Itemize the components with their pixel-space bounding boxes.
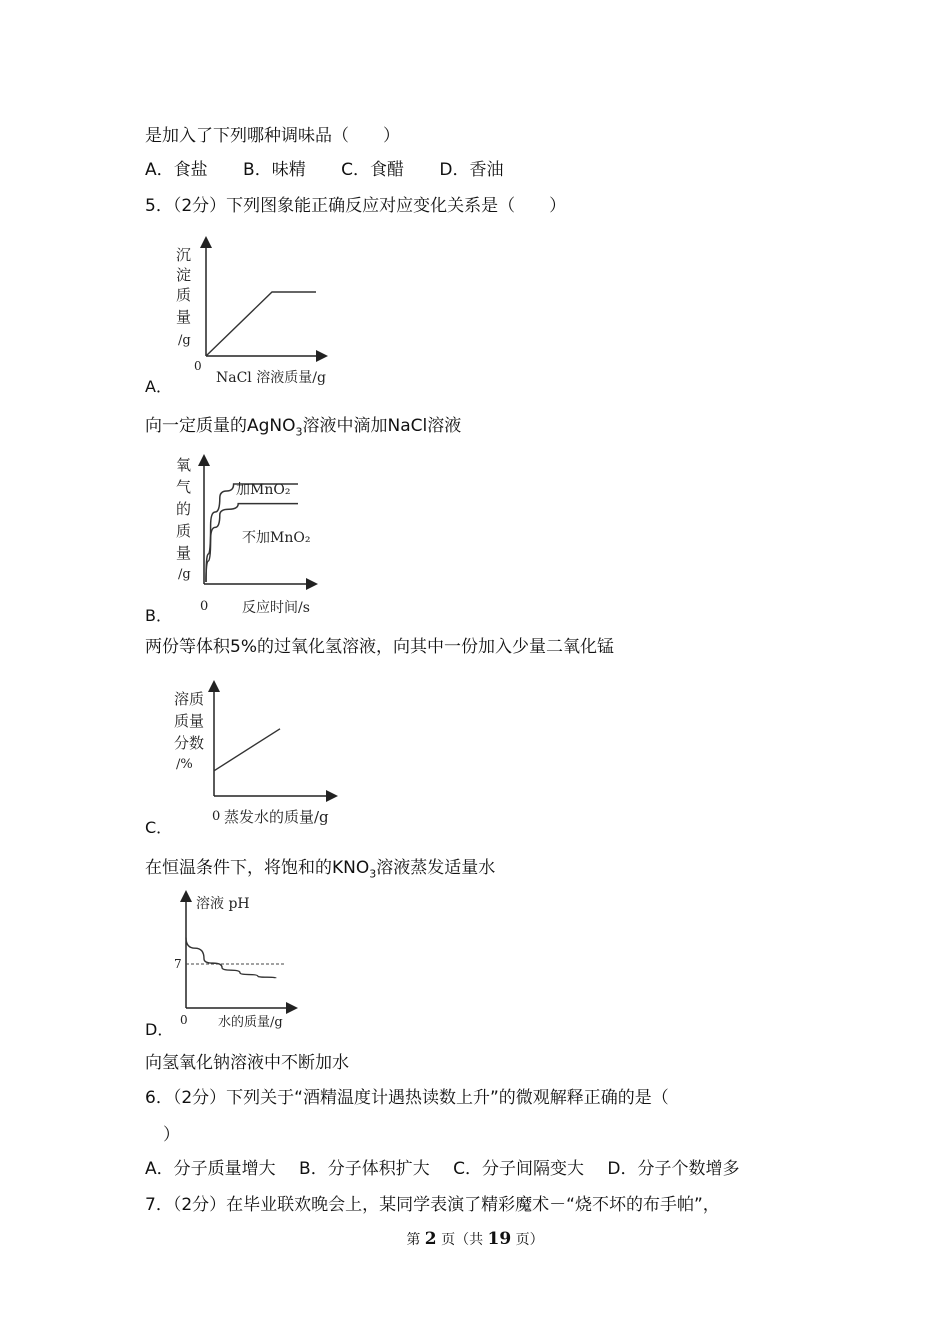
- q5-desc-d: 向氢氧化钠溶液中不断加水: [145, 1053, 349, 1073]
- chart-d-reference-label: 7: [174, 957, 182, 971]
- chart-b-ylabel-3: 的: [176, 500, 192, 518]
- chart-b-ylabel-2: 气: [176, 478, 192, 496]
- footer-middle: 页（共: [441, 1232, 484, 1248]
- q7-stem: 7．（2分）在毕业联欢晚会上，某同学表演了精彩魔术－“烧不坏的布手帕”，: [145, 1195, 720, 1215]
- chart-c-ylabel-4: /%: [176, 757, 193, 772]
- chart-a-series-line: [206, 292, 316, 356]
- q4-option-c: C．食醋: [341, 160, 404, 180]
- q4-option-b: B．味精: [243, 160, 306, 180]
- footer-total-pages: 19: [487, 1229, 512, 1249]
- q4-option-a: A．食盐: [145, 160, 208, 180]
- q6-options: [145, 1157, 758, 1181]
- chart-a-ylabel-5: /g: [178, 333, 191, 348]
- chart-a-ylabel-2: 淀: [176, 266, 192, 284]
- chart-a-ylabel-3: 质: [176, 286, 192, 304]
- q6-stem-line1: 6．（2分）下列关于“酒精温度计遇热读数上升”的微观解释正确的是（: [145, 1088, 669, 1108]
- chart-a-origin: 0: [194, 359, 202, 373]
- chart-b-xlabel: 反应时间/s: [242, 600, 310, 616]
- q5-label-a: A．: [145, 377, 172, 396]
- chart-d-origin: 0: [180, 1013, 188, 1027]
- chart-b-ylabel-1: 氧: [176, 456, 192, 474]
- chart-d-series-line: [186, 938, 276, 978]
- q5-desc-b: 两份等体积5%的过氧化氢溶液，向其中一份加入少量二氧化锰: [145, 637, 614, 657]
- chart-c-xlabel: 蒸发水的质量/g: [224, 808, 329, 826]
- chart-a: [170, 236, 370, 396]
- chart-b-ylabel-4: 质: [176, 522, 192, 540]
- chart-b-origin: 0: [200, 599, 209, 614]
- q5-stem: 5．（2分）下列图象能正确反应对应变化关系是（ ）: [145, 196, 567, 216]
- q6-option-d: D．分子个数增多: [607, 1159, 740, 1179]
- chart-c: [170, 682, 370, 832]
- chart-a-ylabel-1: 沉: [176, 246, 192, 264]
- chart-d-ylabel: 溶液 pH: [196, 896, 250, 912]
- q6-option-a: A．分子质量增大: [145, 1159, 276, 1179]
- chart-b-ylabel-6: /g: [178, 567, 191, 582]
- q5-label-d: D．: [145, 1020, 174, 1039]
- footer-page-number: 2: [424, 1229, 437, 1249]
- chart-b-ylabel-5: 量: [176, 544, 192, 562]
- chart-d: [170, 892, 370, 1032]
- q5-desc-a: 向一定质量的AgNO$_3$溶液中滴加NaCl溶液: [145, 416, 462, 439]
- q5-label-b: B．: [145, 606, 172, 625]
- footer-suffix: 页）: [515, 1232, 544, 1248]
- chart-a-ylabel-4: 量: [176, 308, 192, 326]
- q5-label-c: C．: [145, 818, 173, 837]
- chart-b: [170, 452, 370, 622]
- chart-c-ylabel-2: 质量: [174, 712, 205, 730]
- footer-prefix: 第: [406, 1232, 421, 1248]
- chart-c-ylabel-3: 分数: [174, 734, 205, 752]
- chart-b-legend-no-mno2: 不加MnO₂: [242, 530, 311, 546]
- chart-a-xlabel: NaCl 溶液质量/g: [216, 370, 326, 386]
- q6-option-c: C．分子间隔变大: [453, 1159, 584, 1179]
- q5-desc-c: 在恒温条件下，将饱和的$KNO_3$溶液蒸发适量水: [145, 858, 496, 881]
- chart-d-xlabel: 水的质量/g: [218, 1015, 283, 1030]
- q4-option-d: D．香油: [439, 160, 504, 180]
- chart-b-legend-mno2: 加MnO₂: [236, 482, 291, 498]
- chart-c-origin: 0: [212, 809, 221, 824]
- q4-options: [145, 158, 534, 182]
- q6-option-b: B．分子体积扩大: [299, 1159, 430, 1179]
- page-footer: [0, 1229, 950, 1249]
- q6-stem-line2: ）: [163, 1125, 180, 1145]
- chart-c-ylabel-1: 溶质: [174, 690, 205, 708]
- chart-c-series-line: [214, 729, 280, 771]
- q4-stem-tail: 是加入了下列哪种调味品（ ）: [145, 126, 400, 146]
